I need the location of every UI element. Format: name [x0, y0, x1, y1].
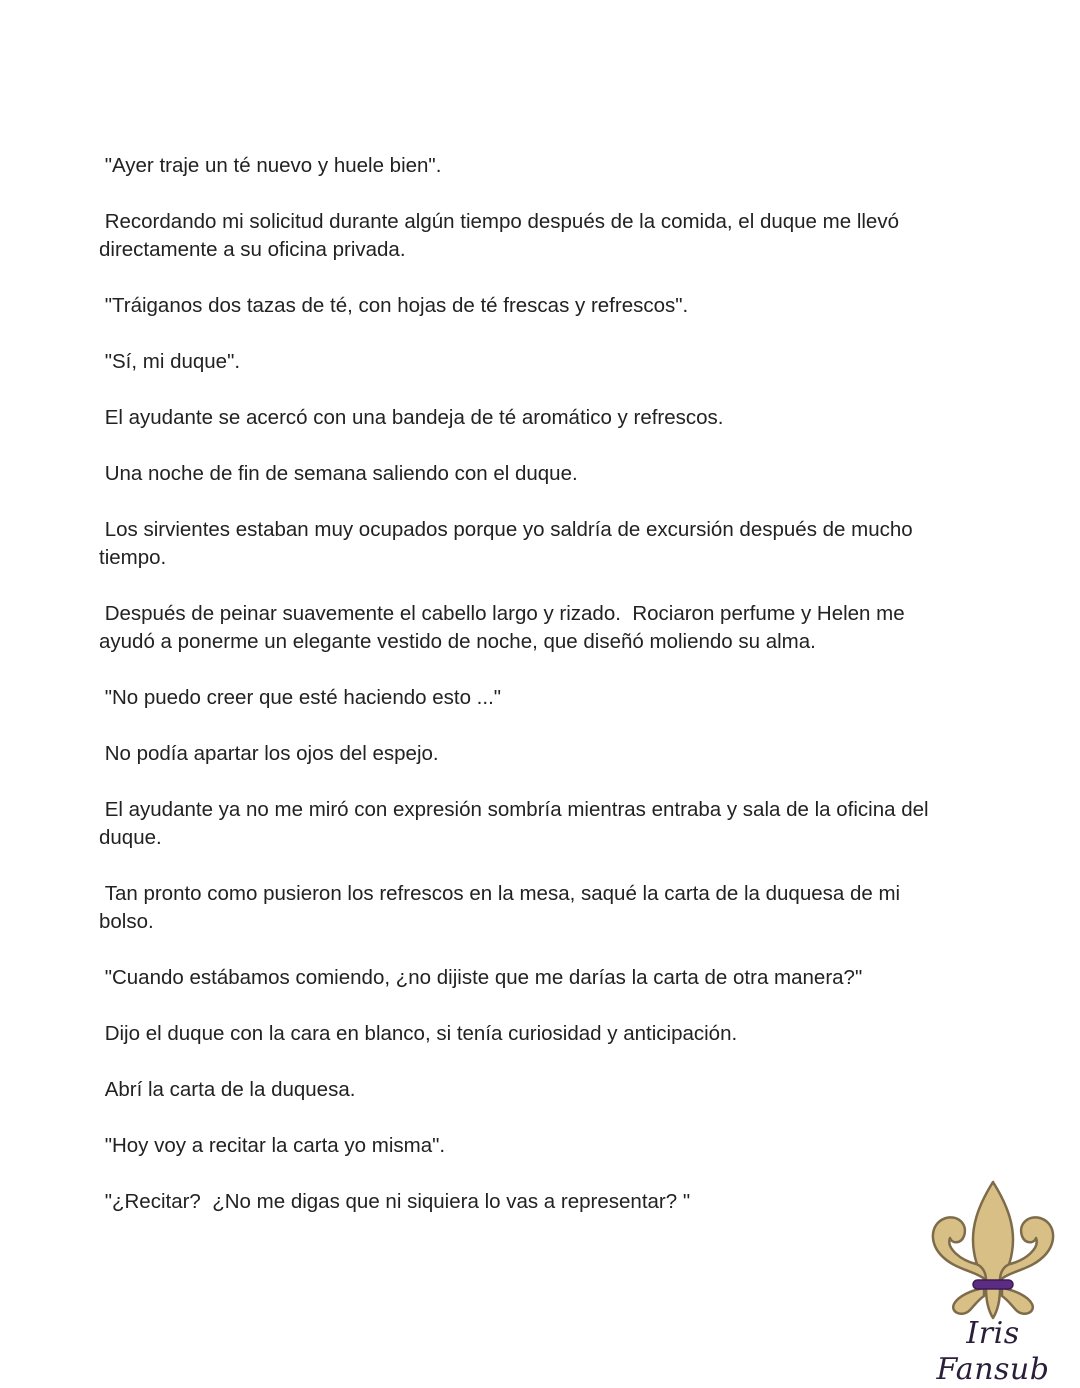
- paragraph: "Sí, mi duque".: [99, 350, 241, 373]
- paragraph: Abrí la carta de la duquesa.: [99, 1078, 356, 1101]
- paragraph: Una noche de fin de semana saliendo con el duque.: [99, 462, 578, 485]
- paragraph: "No puedo creer que esté haciendo esto ...": [99, 686, 502, 709]
- document-body: [99, 152, 935, 1244]
- paragraph: Recordando mi solicitud durante algún tiempo después de la comida, el duque me llevó directamente a su oficina privada.: [99, 210, 905, 261]
- paragraph: Tan pronto como pusieron los refrescos en la mesa, saqué la carta de la duquesa de mi bolso.: [99, 882, 906, 933]
- watermark-logo: [918, 1178, 1068, 1387]
- fleur-band: [973, 1280, 1013, 1289]
- paragraph: Los sirvientes estaban muy ocupados porque yo saldría de excursión después de mucho tiempo.: [99, 518, 919, 569]
- paragraph: "Ayer traje un té nuevo y huele bien".: [99, 154, 442, 177]
- paragraph: Dijo el duque con la cara en blanco, si tenía curiosidad y anticipación.: [99, 1022, 738, 1045]
- paragraph: "¿Recitar? ¿No me digas que ni siquiera lo vas a representar? ": [99, 1190, 691, 1213]
- paragraph: El ayudante ya no me miró con expresión sombría mientras entraba y sala de la oficina del duque.: [99, 798, 935, 849]
- paragraph: "Tráiganos dos tazas de té, con hojas de té frescas y refrescos".: [99, 294, 689, 317]
- paragraph: Después de peinar suavemente el cabello largo y rizado. Rociaron perfume y Helen me ayudó a ponerme un elegante vestido de noche, que diseñó moliendo su alma.: [99, 602, 911, 653]
- fleur-lower-left-curl: [953, 1288, 984, 1314]
- fleur-de-lis-icon: [918, 1178, 1068, 1328]
- watermark-text: Iris Fansub: [936, 1316, 1050, 1387]
- paragraph: "Hoy voy a recitar la carta yo misma".: [99, 1134, 446, 1157]
- fleur-lower-right-curl: [1002, 1288, 1033, 1314]
- paragraph: El ayudante se acercó con una bandeja de té aromático y refrescos.: [99, 406, 724, 429]
- paragraph: "Cuando estábamos comiendo, ¿no dijiste que me darías la carta de otra manera?": [99, 966, 863, 989]
- fleur-stem: [986, 1288, 1000, 1318]
- paragraph: No podía apartar los ojos del espejo.: [99, 742, 439, 765]
